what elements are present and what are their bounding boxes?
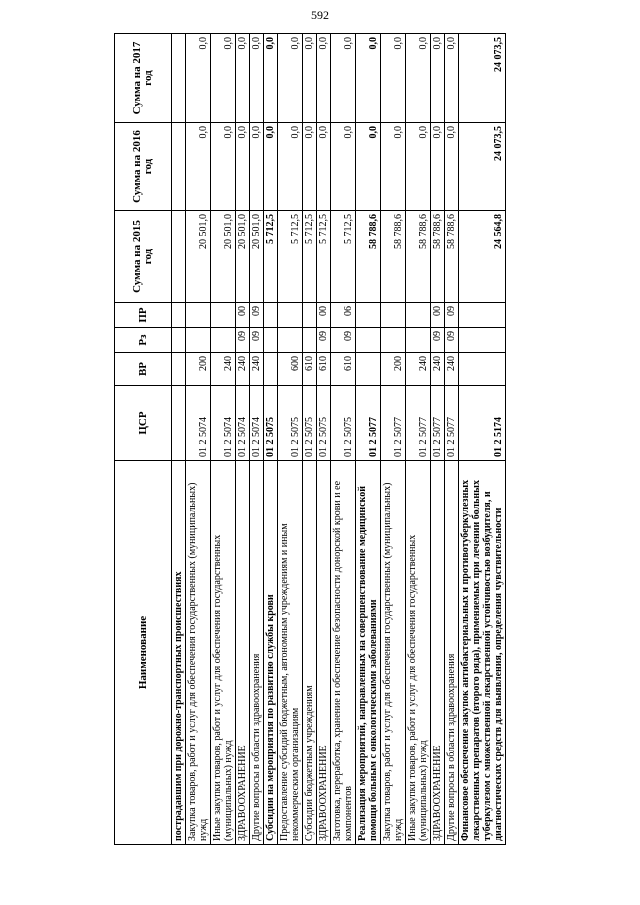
row-sum-2017: 0,0 (356, 34, 381, 123)
table-row (331, 34, 356, 845)
row-vr: 240 (431, 353, 445, 386)
row-sum-2015 (172, 211, 186, 303)
row-sum-2015: 20 501,0 (186, 211, 211, 303)
row-sum-2015: 20 501,0 (236, 211, 250, 303)
row-sum-2016: 0,0 (431, 123, 445, 211)
row-sum-2016 (172, 123, 186, 211)
row-vr (356, 353, 381, 386)
row-sum-2015: 5 712,5 (264, 211, 278, 303)
table-row (278, 34, 303, 845)
row-rz (303, 328, 317, 353)
row-vr: 610 (303, 353, 317, 386)
row-pr (381, 303, 406, 328)
row-sum-2017: 24 073,5 (459, 34, 506, 123)
row-name: Субсидии бюджетным учреждениям (303, 461, 317, 845)
table-row (211, 34, 236, 845)
row-rz: 09 (236, 328, 250, 353)
row-sum-2017 (172, 34, 186, 123)
table-row (250, 34, 264, 845)
row-name: Иные закупки товаров, работ и услуг для обеспечения государственных (муниципальных) нужд (211, 461, 236, 845)
budget-table-container (114, 34, 556, 845)
row-csr: 01 2 5077 (356, 386, 381, 461)
row-sum-2015: 58 788,6 (381, 211, 406, 303)
row-csr: 01 2 5077 (406, 386, 431, 461)
row-name: пострадавшим при дорожно-транспортных происшествиях (172, 461, 186, 845)
row-name: Финансовое обеспечение закупок антибактериальных и противотуберкулезных лекарственных препаратов (второго ряда), применяемых при лечении больных туберкулезом с множественной лекарственной устойчивостью возбудителя, и диагностических средств для выявления, определения чувствительности (459, 461, 506, 845)
row-vr: 240 (236, 353, 250, 386)
row-csr: 01 2 5077 (381, 386, 406, 461)
row-csr: 01 2 5074 (236, 386, 250, 461)
table-row (236, 34, 250, 845)
row-vr: 200 (186, 353, 211, 386)
row-rz (186, 328, 211, 353)
row-csr: 01 2 5075 (303, 386, 317, 461)
row-sum-2015: 5 712,5 (331, 211, 356, 303)
row-sum-2016: 0,0 (236, 123, 250, 211)
row-vr: 600 (278, 353, 303, 386)
row-csr: 01 2 5075 (317, 386, 331, 461)
row-rz: 09 (445, 328, 459, 353)
row-sum-2017: 0,0 (250, 34, 264, 123)
table-row (445, 34, 459, 845)
row-csr: 01 2 5077 (431, 386, 445, 461)
row-rz (172, 328, 186, 353)
row-pr (303, 303, 317, 328)
row-vr (172, 353, 186, 386)
row-sum-2016: 0,0 (250, 123, 264, 211)
row-sum-2015: 58 788,6 (445, 211, 459, 303)
row-name: Закупка товаров, работ и услуг для обеспечения государственных (муниципальных) нужд (186, 461, 211, 845)
row-rz (459, 328, 506, 353)
header-sum-2016: Сумма на 2016 год (115, 123, 172, 211)
row-rz: 09 (431, 328, 445, 353)
row-sum-2015: 5 712,5 (303, 211, 317, 303)
row-vr: 200 (381, 353, 406, 386)
page-number: 592 (311, 8, 329, 22)
header-name: Наименование (115, 461, 172, 845)
header-csr: ЦСР (115, 386, 172, 461)
row-sum-2016: 0,0 (445, 123, 459, 211)
row-pr (278, 303, 303, 328)
row-name: Предоставление субсидий бюджетным, автономным учреждениям и иным некоммерческим организациям (278, 461, 303, 845)
row-sum-2016: 24 073,5 (459, 123, 506, 211)
row-csr: 01 2 5174 (459, 386, 506, 461)
row-name: Закупка товаров, работ и услуг для обеспечения государственных (муниципальных) нужд (381, 461, 406, 845)
table-header-row (115, 34, 172, 845)
table-row (186, 34, 211, 845)
header-vr: ВР (115, 353, 172, 386)
row-sum-2016: 0,0 (381, 123, 406, 211)
row-sum-2017: 0,0 (278, 34, 303, 123)
row-pr (211, 303, 236, 328)
row-vr: 240 (406, 353, 431, 386)
row-rz (406, 328, 431, 353)
header-pr: ПР (115, 303, 172, 328)
row-rz (211, 328, 236, 353)
row-csr (172, 386, 186, 461)
table-row (303, 34, 317, 845)
row-csr: 01 2 5075 (278, 386, 303, 461)
row-csr: 01 2 5074 (250, 386, 264, 461)
row-sum-2016: 0,0 (264, 123, 278, 211)
row-vr: 240 (445, 353, 459, 386)
row-vr (459, 353, 506, 386)
header-rz: Рз (115, 328, 172, 353)
row-pr (406, 303, 431, 328)
row-csr: 01 2 5075 (264, 386, 278, 461)
row-rz: 09 (317, 328, 331, 353)
row-name: Субсидии на мероприятия по развитию службы крови (264, 461, 278, 845)
row-pr: 00 (317, 303, 331, 328)
row-pr (264, 303, 278, 328)
row-name: Другие вопросы в области здравоохранения (250, 461, 264, 845)
row-name: Другие вопросы в области здравоохранения (445, 461, 459, 845)
budget-table (114, 33, 506, 845)
row-rz: 09 (250, 328, 264, 353)
row-pr: 09 (445, 303, 459, 328)
row-pr (172, 303, 186, 328)
row-sum-2017: 0,0 (211, 34, 236, 123)
row-sum-2017: 0,0 (406, 34, 431, 123)
row-name: Иные закупки товаров, работ и услуг для обеспечения государственных (муниципальных) нужд (406, 461, 431, 845)
row-csr: 01 2 5075 (331, 386, 356, 461)
row-sum-2017: 0,0 (431, 34, 445, 123)
row-pr (356, 303, 381, 328)
row-sum-2016: 0,0 (331, 123, 356, 211)
row-rz (278, 328, 303, 353)
row-sum-2015: 24 564,8 (459, 211, 506, 303)
row-sum-2017: 0,0 (317, 34, 331, 123)
table-row (431, 34, 445, 845)
row-sum-2015: 5 712,5 (317, 211, 331, 303)
row-sum-2016: 0,0 (211, 123, 236, 211)
row-name: ЗДРАВООХРАНЕНИЕ (317, 461, 331, 845)
row-rz (356, 328, 381, 353)
row-sum-2017: 0,0 (445, 34, 459, 123)
row-pr: 06 (331, 303, 356, 328)
table-row (406, 34, 431, 845)
row-pr: 09 (250, 303, 264, 328)
row-sum-2015: 5 712,5 (278, 211, 303, 303)
row-vr: 610 (317, 353, 331, 386)
row-pr (186, 303, 211, 328)
row-sum-2016: 0,0 (356, 123, 381, 211)
table-body (172, 34, 506, 845)
table-row (459, 34, 506, 845)
row-sum-2017: 0,0 (264, 34, 278, 123)
row-sum-2017: 0,0 (381, 34, 406, 123)
row-sum-2015: 58 788,6 (406, 211, 431, 303)
row-sum-2016: 0,0 (317, 123, 331, 211)
row-csr: 01 2 5074 (186, 386, 211, 461)
row-sum-2015: 58 788,6 (356, 211, 381, 303)
row-vr: 240 (250, 353, 264, 386)
row-sum-2016: 0,0 (278, 123, 303, 211)
row-rz (381, 328, 406, 353)
row-rz: 09 (331, 328, 356, 353)
table-row (172, 34, 186, 845)
table-row (356, 34, 381, 845)
row-rz (264, 328, 278, 353)
row-name: ЗДРАВООХРАНЕНИЕ (431, 461, 445, 845)
row-sum-2016: 0,0 (406, 123, 431, 211)
row-name: Реализация мероприятий, направленных на совершенствование медицинской помощи больным с онкологическими заболеваниями (356, 461, 381, 845)
row-sum-2017: 0,0 (331, 34, 356, 123)
row-name: ЗДРАВООХРАНЕНИЕ (236, 461, 250, 845)
row-sum-2017: 0,0 (303, 34, 317, 123)
row-csr: 01 2 5074 (211, 386, 236, 461)
row-sum-2017: 0,0 (186, 34, 211, 123)
row-pr: 00 (431, 303, 445, 328)
table-row (317, 34, 331, 845)
row-sum-2015: 20 501,0 (211, 211, 236, 303)
row-vr: 240 (211, 353, 236, 386)
row-pr: 00 (236, 303, 250, 328)
row-pr (459, 303, 506, 328)
table-row (264, 34, 278, 845)
row-sum-2016: 0,0 (303, 123, 317, 211)
table-row (381, 34, 406, 845)
row-name: Заготовка, переработка, хранение и обеспечение безопасности донорской крови и ее компонентов (331, 461, 356, 845)
row-csr: 01 2 5077 (445, 386, 459, 461)
row-vr: 610 (331, 353, 356, 386)
header-sum-2017: Сумма на 2017 год (115, 34, 172, 123)
row-vr (264, 353, 278, 386)
header-sum-2015: Сумма на 2015 год (115, 211, 172, 303)
row-sum-2015: 58 788,6 (431, 211, 445, 303)
row-sum-2016: 0,0 (186, 123, 211, 211)
row-sum-2015: 20 501,0 (250, 211, 264, 303)
row-sum-2017: 0,0 (236, 34, 250, 123)
